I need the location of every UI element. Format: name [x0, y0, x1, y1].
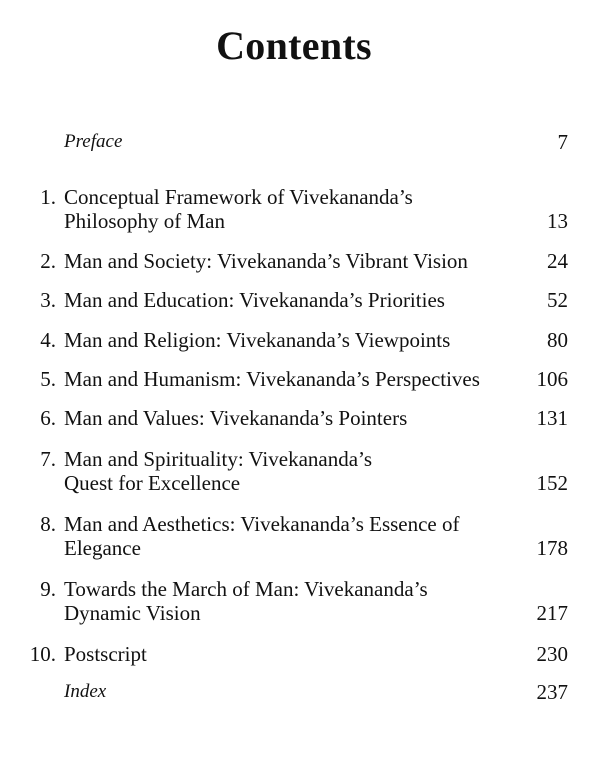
- entry-title-line: Towards the March of Man: Vivekananda’s: [64, 577, 428, 601]
- entry-title-line: Quest for Excellence: [64, 471, 241, 495]
- entry-number: 5.: [40, 367, 56, 391]
- entry-title-line: Elegance: [64, 536, 141, 560]
- entry-title-line: Man and Religion: Vivekananda’s Viewpoints: [64, 328, 451, 352]
- entry-title-line: Conceptual Framework of Vivekananda’s: [64, 185, 413, 209]
- entry-number: 4.: [40, 328, 56, 352]
- page-title: Contents: [216, 23, 372, 68]
- entry-number: 3.: [40, 288, 56, 312]
- entry-page-number: 131: [536, 406, 568, 430]
- entry-number: 9.: [40, 577, 56, 601]
- entry-title-line: Man and Society: Vivekananda’s Vibrant Vision: [64, 249, 468, 273]
- entry-page-number: 178: [536, 536, 568, 560]
- entry-page-number: 230: [536, 642, 568, 666]
- entry-page-number: 217: [536, 601, 568, 625]
- entry-page-number: 80: [547, 328, 568, 352]
- entry-title-line: Man and Aesthetics: Vivekananda’s Essence of: [64, 512, 460, 536]
- entry-page-number: 24: [547, 249, 568, 273]
- entry-number: 8.: [40, 512, 56, 536]
- entry-page-number: 106: [536, 367, 568, 391]
- entry-title-line: Index: [64, 681, 107, 702]
- entry-number: 2.: [40, 249, 56, 273]
- entry-title-line: Man and Education: Vivekananda’s Priorities: [64, 288, 445, 312]
- entry-title-line: Man and Spirituality: Vivekananda’s: [64, 447, 373, 471]
- entry-number: 10.: [29, 642, 56, 666]
- entry-title-line: Philosophy of Man: [64, 209, 226, 233]
- entry-number: 6.: [40, 406, 56, 430]
- entry-title-line: Postscript: [64, 642, 147, 666]
- entry-page-number: 13: [547, 209, 568, 233]
- entry-number: 1.: [40, 185, 56, 209]
- entry-number: 7.: [40, 447, 56, 471]
- entry-title-line: Man and Values: Vivekananda’s Pointers: [64, 406, 408, 430]
- entry-page-number: 7: [557, 130, 568, 154]
- entry-page-number: 52: [547, 288, 568, 312]
- entry-title-line: Preface: [64, 131, 123, 152]
- entry-title-line: Dynamic Vision: [64, 601, 201, 625]
- entry-title-line: Man and Humanism: Vivekananda’s Perspectives: [64, 367, 480, 391]
- entry-page-number: 152: [536, 471, 568, 495]
- entry-page-number: 237: [536, 680, 568, 704]
